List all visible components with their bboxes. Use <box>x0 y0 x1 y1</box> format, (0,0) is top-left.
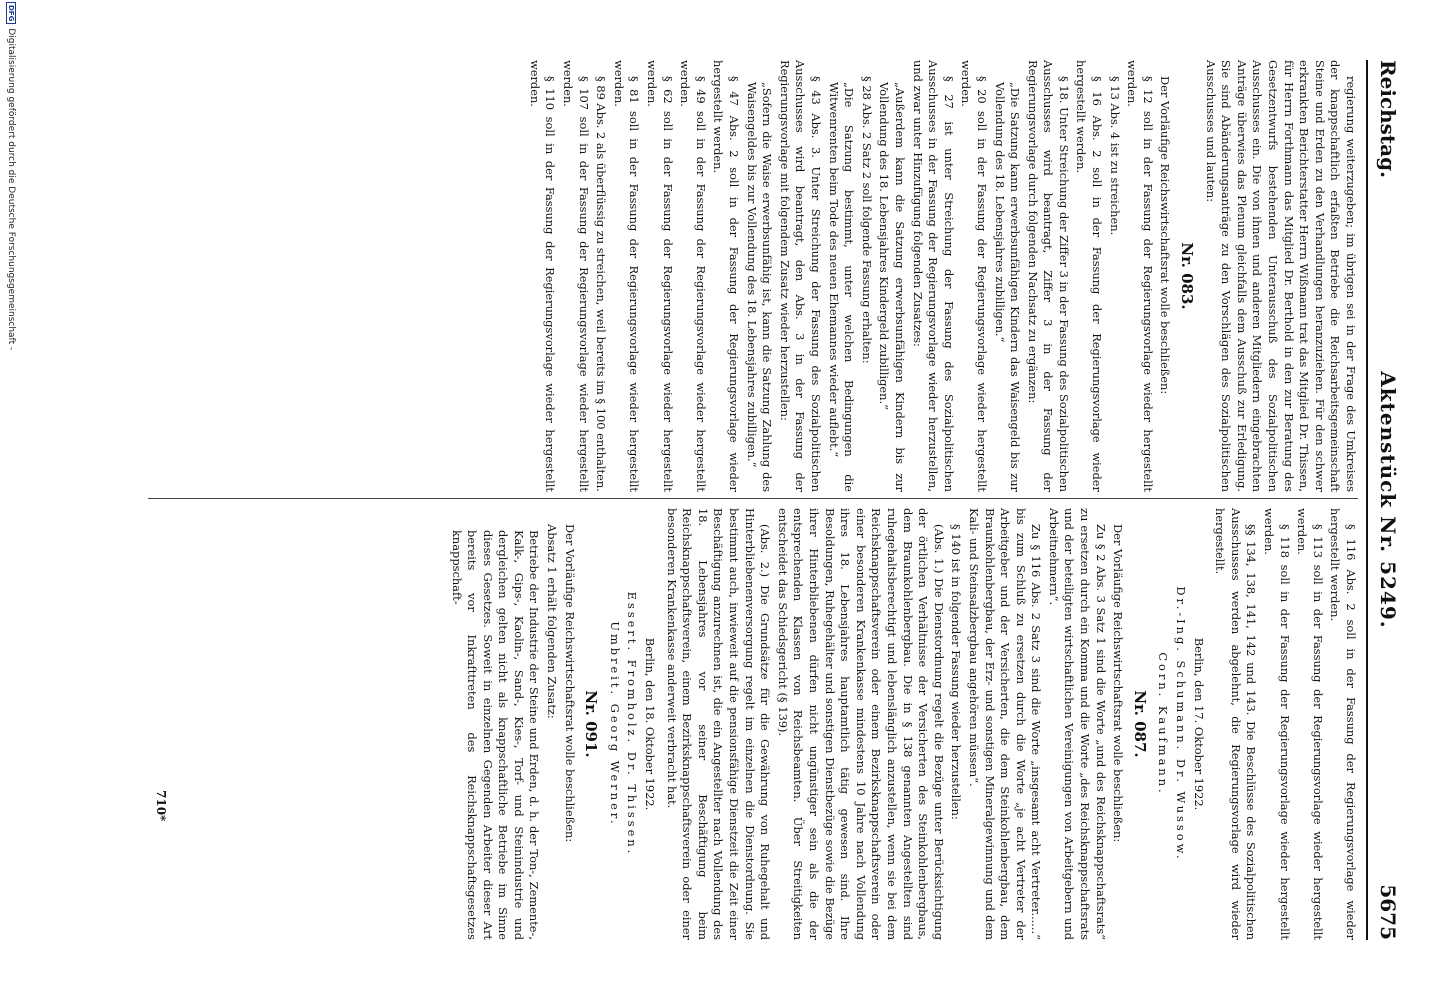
paragraph-left-6: § 18. Unter Streichung der Ziffer 3 in der Fassung des Sozialpolitischen Ausschusses wird beantragt, Ziffer 3 in der Fassung der Regierungsvorlage durch folgenden Nachsatz zu ergänzen: <box>1025 60 1071 492</box>
paragraph-left-20: § 107 soll in der Fassung der Regierungsvorlage wieder hergestellt werden. <box>561 60 591 492</box>
paragraph-left-4: § 13 Abs. 4 ist zu streichen. <box>1107 76 1122 236</box>
paragraph-left-5: § 16 Abs. 2 soll in der Fassung der Regierungsvorlage wieder hergestellt werden. <box>1074 60 1105 492</box>
paragraph-right-0: § 116 Abs. 2 soll in der Fassung der Regierungsvorlage wieder hergestellt werden. <box>1328 508 1358 940</box>
page-header <box>1368 60 1408 940</box>
digitization-credit <box>6 2 16 350</box>
paragraph-left-9: § 27 ist unter Streichung der Fassung des Sozialpolitischen Ausschusses in der Fassung der Regierungsvorlage wieder herzustellen, und zwar unter Hinzufügung folgenden Zusatzes: <box>910 60 956 492</box>
paragraph-right-8: Der Vorläufige Reichswirtschaftsrat wolle beschließen: <box>1111 524 1126 843</box>
quote-right-20: Betriebe der Industrie der Steine und Erden, d. h. der Ton-, Zemente-, Kalk-, Gips-, Kaolin-, Sand-, Kies-, Torf- und Steinindustrie und dergleichen gelten nicht als knappschaftliche Betriebe im Sinne dieses Gesetzes. Soweit in einzelnen Gegenden Arbeiter dieser Art bereits vor Inkrafttreten des Reichsknappschaftsgesetzes knappschaft- <box>449 530 542 940</box>
names-right-5: Dr.-Ing. Schumann. Dr. Wussow. <box>1174 586 1189 862</box>
paragraph-left-8: § 20 soll in der Fassung der Regierungsvorlage wieder hergestellt werden. <box>959 60 989 492</box>
header-title: Aktenstück Nr. 5249. <box>1376 371 1400 629</box>
header-rule <box>1366 60 1368 940</box>
paragraph-left-13: § 43 Abs. 3. Unter Streichung der Fassung des Sozialpolitischen Ausschusses wird beantragt, den Abs. 3 in der Fassung der Regierungsvorlage mit folgendem Zusatz wieder herzustellen: <box>777 60 823 492</box>
heading-right-17: Nr. 091. <box>582 690 601 758</box>
heading-right-7: Nr. 087. <box>1130 690 1149 758</box>
paragraph-right-2: § 118 soll in der Fassung der Regierungsvorlage wieder hergestellt werden. <box>1262 508 1292 940</box>
date-right-4: Berlin, den 17. Oktober 1922. <box>1191 637 1206 811</box>
paragraph-left-16: § 49 soll in der Fassung der Regierungsvorlage wieder hergestellt werden. <box>678 60 708 492</box>
paragraph-right-3: §§ 134, 138, 141, 142 und 143. Die Beschlüsse des Sozialpolitischen Ausschusses werden abgelehnt, die Regierungsvorlage wird wieder hergestellt. <box>1213 508 1259 940</box>
left-column <box>524 60 1358 492</box>
paragraph-right-12: (Abs. 1.) Die Dienstordnung regelt die Bezüge unter Berücksichtigung der örtlichen Verhältnisse der Versicherten des Steinkohlenbergbaus, dem Braunkohlenbergbau. Die in § 138 genannten Angestellten sind ruhegehaltsberechtigt und lebenslänglich anzustellen, wenn sie bei dem Reichsknappschaftsverein oder einem Bezirksknappschaftsverein oder einer besonderen Krankenkasse mindestens 10 Jahre nach Vollendung ihres 18. Lebensjahres hauptamtlich tätig gewesen sind. Ihre Besoldungen, Ruhegehälter und sonstigen Dienstbezüge sowie die Bezüge ihrer Hinterbliebenen dürfen nicht ungünstiger sein als die der entsprechenden Klassen von Reichsbeamten. Über Streitigkeiten entscheidet das Schiedsgericht (§ 139). <box>775 508 946 940</box>
paragraph-left-2: Der Vorläufige Reichswirtschaftsrat wolle beschließen: <box>1158 76 1173 395</box>
paragraph-right-13: (Abs. 2.) Die Grundsätze für die Gewährung von Ruhegehalt und Hinterbliebenenversorgung regelt im einzelnen die Dienstordnung. Sie bestimmt auch, inwieweit auf die pensionsfähige Dienstzeit die Zeit einer Beschäftigung anzurechnen ist, die ein Angestellter nach Vollendung des 18. Lebensjahres vor seiner Beschäftigung beim Reichsknappschaftsverein, einem Bezirksknappschaftsverein oder einer besonderen Krankenkasse anderweit verbracht hat. <box>664 508 773 940</box>
names-right-16: Umbreit. Georg Werner. <box>607 621 622 827</box>
column-divider <box>148 498 1358 499</box>
paragraph-right-9: Zu § 2 Abs. 3 Satz 1 sind die Worte „und des Reichsknappschaftsrats“ zu ersetzen durch ein Komma und die Worte „des Reichsknappschaftsrats und der beteiligten wirtschaftlichen Vereinigungen von Arbeitgebern und Arbeitnehmern“. <box>1046 508 1108 940</box>
quote-left-7: „Die Satzung kann erwerbsunfähigen Kindern das Waisengeld bis zur Vollendung des 18. Lebensjahres zubilligen.“ <box>992 82 1023 492</box>
paragraph-right-11: § 140 ist in folgender Fassung wieder herzustellen: <box>949 524 964 820</box>
credit-text: Digitalisierung gefördert durch die Deutsche Forschungsgemeinschaft - <box>6 28 16 351</box>
paragraph-right-19: Absatz 1 erhält folgenden Zusatz: <box>545 524 560 719</box>
paragraph-left-0: regierung weiterzugeben; im übrigen sei in der Frage des Umkreises der knappschaftlich erfaßten Betriebe die Reichsarbeitsgemeinschaft Steine und Erden zu den Verhandlungen heranzuziehen. Für den schwer erkrankten Berichterstatter Herrn Wißmann trat das Mitglied Dr. Thissen, für Herrn Forthmann das Mitglied Dr. Berthold in den zur Beratung des Gesetzentwurfs bestehenden Unterausschuß des Sozialpolitischen Ausschusses ein. Die von ihnen und anderen Mitgliedern eingebrachten Anträge überwies das Plenum gleichfalls dem Ausschuß zur Erledigung. Sie sind Abänderungsanträge zu den Vorschlägen des Sozialpolitischen Ausschusses und lauten: <box>1203 60 1358 492</box>
names-right-15: Essert. Fromholz. Dr. Thissen. <box>625 591 640 857</box>
page-number: 5675 <box>1376 884 1400 940</box>
signature-mark: 710* <box>154 790 168 822</box>
paragraph-right-1: § 113 soll in der Fassung der Regierungsvorlage wieder hergestellt werden. <box>1295 508 1325 940</box>
quote-left-12: „Die Satzung bestimmt, unter welchen Bedingungen die Witwenrenten beim Tode des neuen Ehemannes wieder auflebt.“ <box>826 82 857 492</box>
header-left: Reichstag. <box>1376 60 1400 179</box>
right-column <box>446 508 1358 940</box>
quote-left-10: „Außerdem kann die Satzung erwerbsunfähigen Kindern bis zur Vollendung des 18. Lebensjahres Kindergeld zubilligen.“ <box>877 82 907 492</box>
paragraph-left-15: § 47 Abs. 2 soll in der Fassung der Regierungsvorlage wieder hergestellt werden. <box>711 60 742 492</box>
names-right-6: Corn. Kaufmann. <box>1156 652 1171 796</box>
quote-left-14: „Sofern die Waise erwerbsunfähig ist, kann die Satzung Zahlung des Waisengeldes bis zur Vollendung des 18. Lebensjahres zubilligen.“ <box>744 82 775 492</box>
paragraph-left-19: § 89 Abs. 2 als überflüssig zu streichen, weil bereits im § 100 enthalten. <box>594 76 609 492</box>
dfg-logo: DFG <box>6 2 16 24</box>
heading-left-1: Nr. 083. <box>1178 242 1197 310</box>
date-right-14: Berlin, den 18. Oktober 1922. <box>643 637 658 811</box>
paragraph-left-3: § 12 soll in der Fassung der Regierungsvorlage wieder hergestellt werden. <box>1125 60 1155 492</box>
paragraph-left-17: § 62 soll in der Fassung der Regierungsvorlage wieder hergestellt werden. <box>645 60 675 492</box>
paragraph-right-10: Zu § 116 Abs. 2 Satz 3 sind die Worte „insgesamt acht Vertreter......“ bis zum Schluß zu ersetzen durch die Worte „je acht Vertreter der Arbeitgeber und der Versicherten, die dem Steinkohlenbergbau, dem Braunkohlenbergbau, der Erz- und sonstigen Mineralgewinnung und dem Kali- und Steinsalzbergbau angehören müssen“. <box>966 508 1044 940</box>
paragraph-left-11: § 28 Abs. 2 Satz 2 soll folgende Fassung erhalten: <box>859 76 874 364</box>
paragraph-left-21: § 110 soll in der Fassung der Regierungsvorlage wieder hergestellt werden. <box>527 60 558 492</box>
paragraph-left-18: § 81 soll in der Fassung der Regierungsvorlage wieder hergestellt werden. <box>611 60 642 492</box>
paragraph-right-18: Der Vorläufige Reichswirtschaftsrat wolle beschließen: <box>562 524 577 843</box>
